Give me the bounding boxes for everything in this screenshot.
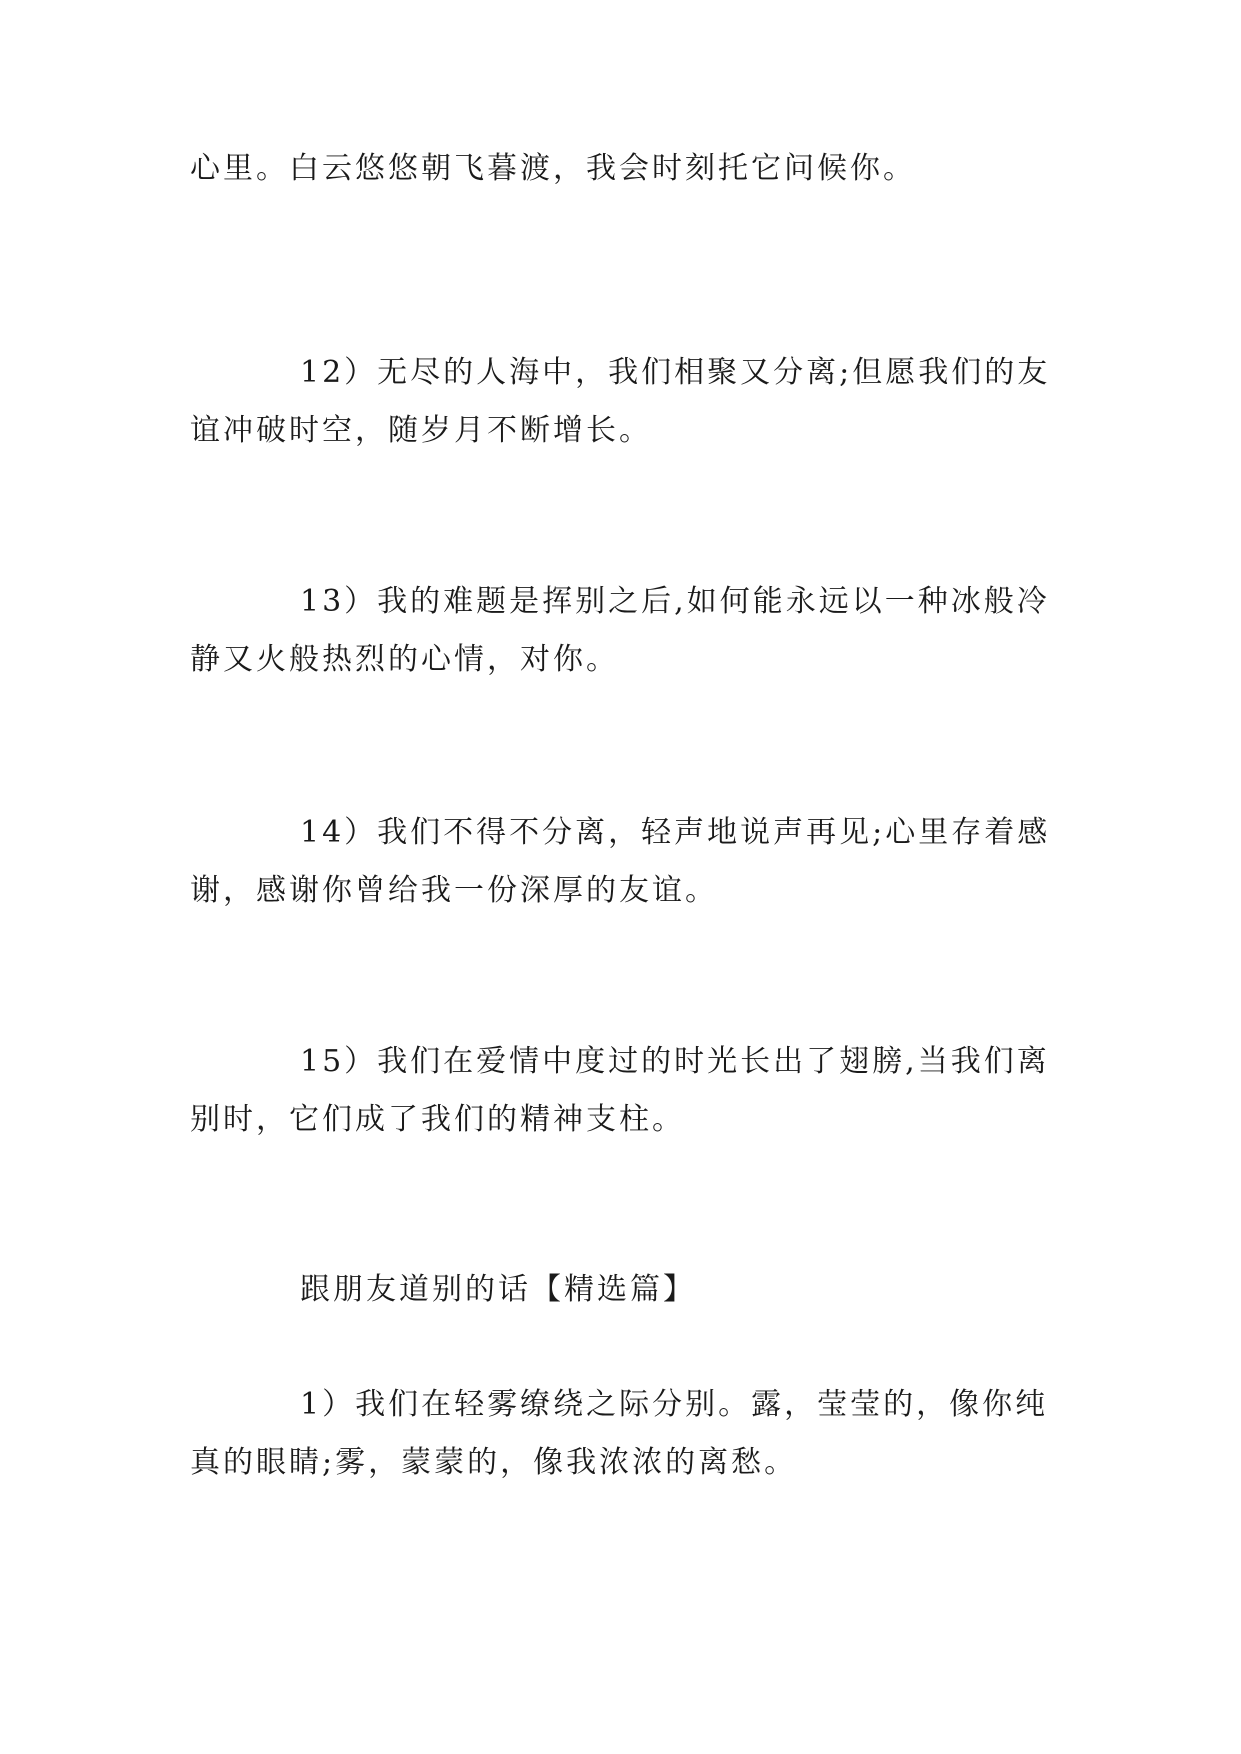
section-heading <box>190 1261 1050 1319</box>
text-line: 13）我的难题是挥别之后,如何能永远以一种冰般冷 <box>300 584 1050 619</box>
text-line: 谢，感谢你曾给我一份深厚的友谊。 <box>190 873 718 908</box>
text-line: 15）我们在爱情中度过的时光长出了翅膀,当我们离 <box>300 1044 1050 1079</box>
text-line: 静又火般热烈的心情，对你。 <box>190 642 619 677</box>
text-line: 12）无尽的人海中，我们相聚又分离;但愿我们的友 <box>300 355 1051 390</box>
text-line: 14）我们不得不分离，轻声地说声再见;心里存着感 <box>300 815 1051 850</box>
paragraph-item-13 <box>190 573 1050 689</box>
paragraph-item-14 <box>190 804 1050 920</box>
text-line: 1）我们在轻雾缭绕之际分别。露，莹莹的，像你纯 <box>300 1387 1049 1422</box>
heading-text: 跟朋友道别的话【精选篇】 <box>300 1272 696 1307</box>
paragraph-item-15 <box>190 1033 1050 1149</box>
text-line: 心里。白云悠悠朝飞暮渡，我会时刻托它问候你。 <box>190 151 916 186</box>
paragraph-continuation <box>190 140 1050 198</box>
text-line: 谊冲破时空，随岁月不断增长。 <box>190 413 652 448</box>
paragraph-item-12 <box>190 344 1050 460</box>
text-line: 别时，它们成了我们的精神支柱。 <box>190 1102 685 1137</box>
text-line: 真的眼睛;雾，蒙蒙的，像我浓浓的离愁。 <box>190 1445 798 1480</box>
paragraph-item-1 <box>190 1376 1050 1492</box>
